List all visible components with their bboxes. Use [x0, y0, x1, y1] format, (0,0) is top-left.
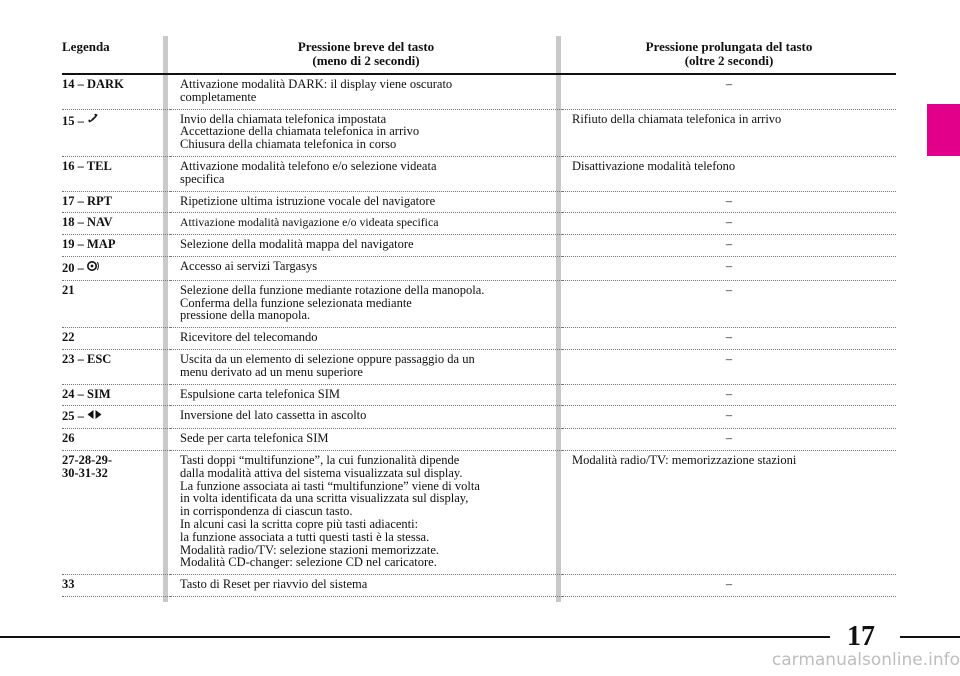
table-row [62, 328, 896, 350]
row-key: 23 – ESC [62, 349, 170, 384]
footer-rule-left [0, 636, 830, 638]
row-long-press: – [562, 280, 896, 327]
row-long-press: Rifiuto della chiamata telefonica in arrivo [562, 109, 896, 156]
row-long-press: – [562, 256, 896, 280]
row-long-press: – [562, 575, 896, 597]
page-number: 17 [847, 621, 875, 652]
row-short-press: Tasti doppi “multifunzione”, la cui funzionalità dipende dalla modalità attiva del sistema visualizzata sul display. La funzione associata ai tasti “multifunzione” viene di volta in volta identificata da una scritta visualizzata sul display, in corrispondenza di ciascun tasto. In alcuni casi la scritta copre più tasti adiacenti: la funzione associata a tutti questi tasti è la stessa. Modalità radio/TV: selezione stazioni memorizzate. Modalità CD-changer: selezione CD nel caricatore. [170, 450, 562, 574]
row-short-press: Ricevitore del telecomando [170, 328, 562, 350]
row-short-press: Espulsione carta telefonica SIM [170, 384, 562, 406]
row-key: 26 [62, 429, 170, 451]
header-short-press: Pressione breve del tasto (meno di 2 secondi) [170, 38, 562, 74]
row-long-press: – [562, 235, 896, 257]
watermark: carmanualsonline.info [771, 650, 960, 670]
row-key [62, 109, 170, 156]
row-long-press: – [562, 406, 896, 429]
row-short-press: Invio della chiamata telefonica impostata Accettazione della chiamata telefonica in arrivo Chiusura della chiamata telefonica in corso [170, 109, 562, 156]
table-row [62, 429, 896, 451]
row-short-press: Selezione della funzione mediante rotazione della manopola. Conferma della funzione selezionata mediante pressione della manopola. [170, 280, 562, 327]
table-row [62, 235, 896, 257]
row-key: 21 [62, 280, 170, 327]
row-long-press: – [562, 328, 896, 350]
row-long-press: – [562, 191, 896, 213]
row-key-label: 25 – [62, 409, 84, 424]
table-row [62, 191, 896, 213]
row-key: 19 – MAP [62, 235, 170, 257]
row-long-press: – [562, 349, 896, 384]
row-short-press: Attivazione modalità telefono e/o selezione videata specifica [170, 156, 562, 191]
targasys-icon [87, 260, 100, 274]
row-key: 33 [62, 575, 170, 597]
tape-side-arrows-icon [87, 409, 102, 422]
row-long-press: Disattivazione modalità telefono [562, 156, 896, 191]
row-short-press: Ripetizione ultima istruzione vocale del navigatore [170, 191, 562, 213]
table-row [62, 74, 896, 109]
row-long-press: – [562, 74, 896, 109]
table-header-row [62, 38, 896, 74]
row-long-press: – [562, 429, 896, 451]
row-key [62, 256, 170, 280]
row-key: 17 – RPT [62, 191, 170, 213]
row-key: 27-28-29- 30-31-32 [62, 450, 170, 574]
footer-rule-right [900, 636, 960, 638]
row-short-press: Attivazione modalità DARK: il display viene oscurato completamente [170, 74, 562, 109]
row-key: 16 – TEL [62, 156, 170, 191]
table-row [62, 256, 896, 280]
row-key-label: 15 – [62, 113, 84, 128]
row-short-press: Sede per carta telefonica SIM [170, 429, 562, 451]
table-row [62, 450, 896, 574]
table-row [62, 384, 896, 406]
row-short-press: Selezione della modalità mappa del navigatore [170, 235, 562, 257]
table-row [62, 109, 896, 156]
row-short-press: Accesso ai servizi Targasys [170, 256, 562, 280]
table-row [62, 349, 896, 384]
row-short-press: Tasto di Reset per riavvio del sistema [170, 575, 562, 597]
table-row [62, 213, 896, 235]
button-function-table [62, 38, 896, 597]
section-tab-marker [927, 104, 960, 156]
header-long-press: Pressione prolungata del tasto (oltre 2 secondi) [562, 38, 896, 74]
row-key [62, 406, 170, 429]
phone-handset-icon [87, 113, 99, 127]
row-short-press: Attivazione modalità navigazione e/o videata specifica [170, 213, 562, 235]
row-key: 24 – SIM [62, 384, 170, 406]
row-long-press: Modalità radio/TV: memorizzazione stazioni [562, 450, 896, 574]
row-key: 22 [62, 328, 170, 350]
row-short-press: Uscita da un elemento di selezione oppure passaggio da un menu derivato ad un menu superiore [170, 349, 562, 384]
row-key: 14 – DARK [62, 74, 170, 109]
row-long-press: – [562, 384, 896, 406]
table-row [62, 575, 896, 597]
row-key: 18 – NAV [62, 213, 170, 235]
table-row [62, 156, 896, 191]
header-legend: Legenda [62, 38, 170, 74]
row-short-press: Inversione del lato cassetta in ascolto [170, 406, 562, 429]
row-key-label: 20 – [62, 260, 84, 275]
row-long-press: – [562, 213, 896, 235]
table-row [62, 406, 896, 429]
table-row [62, 280, 896, 327]
